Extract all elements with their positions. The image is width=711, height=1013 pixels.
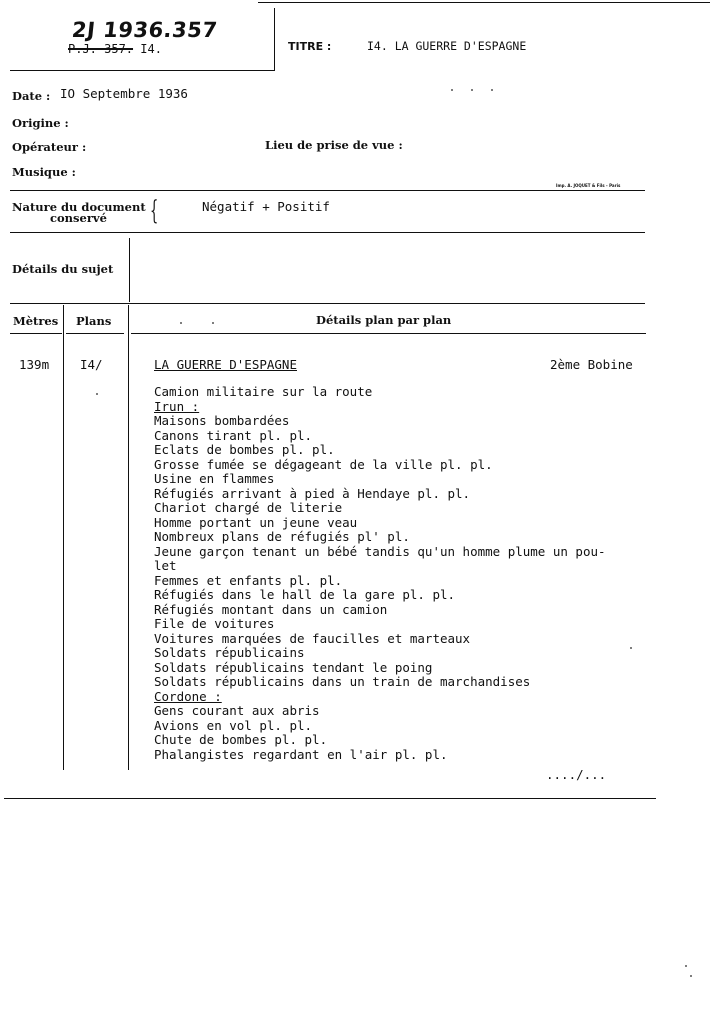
detail-line: Soldats républicains dans un train de marchandises	[154, 674, 531, 689]
scan-speck	[630, 647, 632, 649]
page-bottom-line	[4, 798, 656, 799]
table-top-border	[10, 303, 645, 304]
bobine-label: 2ème Bobine	[550, 357, 633, 372]
details-sujet-label: Détails du sujet	[12, 262, 114, 276]
scan-speck	[212, 322, 214, 324]
detail-line: Maisons bombardées	[154, 413, 290, 428]
musique-label: Musique :	[12, 165, 76, 179]
detail-line: Gens courant aux abris	[154, 703, 320, 718]
col-metres-header: Mètres	[13, 314, 59, 328]
detail-line: Irun :	[154, 398, 200, 414]
origine-label: Origine :	[12, 116, 69, 130]
detail-line: Usine en flammes	[154, 471, 275, 486]
reference-number: I4.	[140, 42, 162, 56]
header-box-bottom-border	[10, 70, 275, 71]
detail-line: Réfugiés arrivant à pied à Hendaye pl. pl.	[154, 485, 471, 501]
nature-value: Négatif + Positif	[202, 199, 330, 214]
header-underline-metres	[10, 333, 62, 334]
scan-speck	[451, 89, 453, 91]
header-box-right-border	[274, 8, 275, 71]
scan-speck	[96, 393, 98, 395]
date-label: Date :	[12, 89, 51, 103]
detail-line: Nombreux plans de réfugiés pl' pl.	[154, 529, 410, 544]
reference-code	[68, 42, 162, 56]
details-sujet-bracket	[129, 238, 130, 302]
detail-lines	[154, 385, 606, 762]
col-plans-header: Plans	[76, 314, 112, 328]
scan-speck	[491, 89, 493, 91]
scan-speck	[180, 322, 182, 324]
col-divider-2	[128, 305, 129, 770]
detail-line: Grosse fumée se dégageant de la ville pl. pl.	[154, 456, 493, 472]
metres-value: 139m	[19, 357, 50, 372]
continuation-mark: ..../...	[546, 767, 607, 782]
nature-label-line1: Nature du document	[12, 200, 146, 214]
detail-line: Avions en vol pl. pl.	[154, 717, 313, 733]
printer-mark: Imp. A. JOQUET & Fils - Paris	[556, 183, 621, 188]
reference-struck: P.J. 357.	[68, 42, 134, 56]
detail-line: Camion militaire sur la route	[154, 384, 373, 399]
detail-line: Canons tirant pl. pl.	[154, 427, 313, 443]
lieu-label: Lieu de prise de vue :	[265, 138, 403, 152]
detail-line: Jeune garçon tenant un bébé tandis qu'un homme plume un pou-	[154, 543, 606, 559]
nature-divider	[10, 232, 645, 233]
detail-line: let	[154, 558, 177, 573]
plans-value: I4/	[80, 357, 103, 372]
scan-speck	[690, 975, 692, 977]
scan-speck	[685, 965, 687, 967]
document-title: LA GUERRE D'ESPAGNE	[154, 357, 297, 372]
detail-line: Chariot chargé de literie	[154, 500, 343, 515]
detail-line: Phalangistes regardant en l'air pl. pl.	[154, 746, 448, 762]
fields-divider	[10, 190, 645, 191]
detail-line: Eclats de bombes pl. pl.	[154, 442, 335, 457]
date-value: IO Septembre 1936	[60, 86, 188, 101]
detail-line: Réfugiés montant dans un camion	[154, 601, 388, 617]
nature-brace: {	[150, 196, 159, 226]
detail-line: Chute de bombes pl. pl.	[154, 732, 328, 747]
col-details-header: Détails plan par plan	[316, 313, 452, 327]
titre-label: TITRE :	[288, 40, 332, 53]
nature-label-line2: conservé	[50, 211, 107, 225]
reference-handwritten: 2J 1936.357	[70, 18, 219, 42]
col-divider-1	[63, 305, 64, 770]
detail-line: File de voitures	[154, 616, 275, 631]
detail-line: Voitures marquées de faucilles et marteaux	[154, 630, 471, 646]
detail-line: Soldats républicains	[154, 645, 305, 660]
scan-speck	[471, 89, 473, 91]
detail-line: Cordone :	[154, 688, 222, 704]
top-border	[258, 2, 710, 3]
header-underline-details	[131, 333, 646, 334]
detail-line: Homme portant un jeune veau	[154, 514, 358, 530]
detail-line: Femmes et enfants pl. pl.	[154, 572, 343, 588]
operateur-label: Opérateur :	[12, 140, 87, 154]
titre-value: I4. LA GUERRE D'ESPAGNE	[367, 39, 527, 53]
header-underline-plans	[66, 333, 124, 334]
detail-line: Soldats républicains tendant le poing	[154, 659, 433, 675]
detail-line: Réfugiés dans le hall de la gare pl. pl.	[154, 587, 456, 602]
